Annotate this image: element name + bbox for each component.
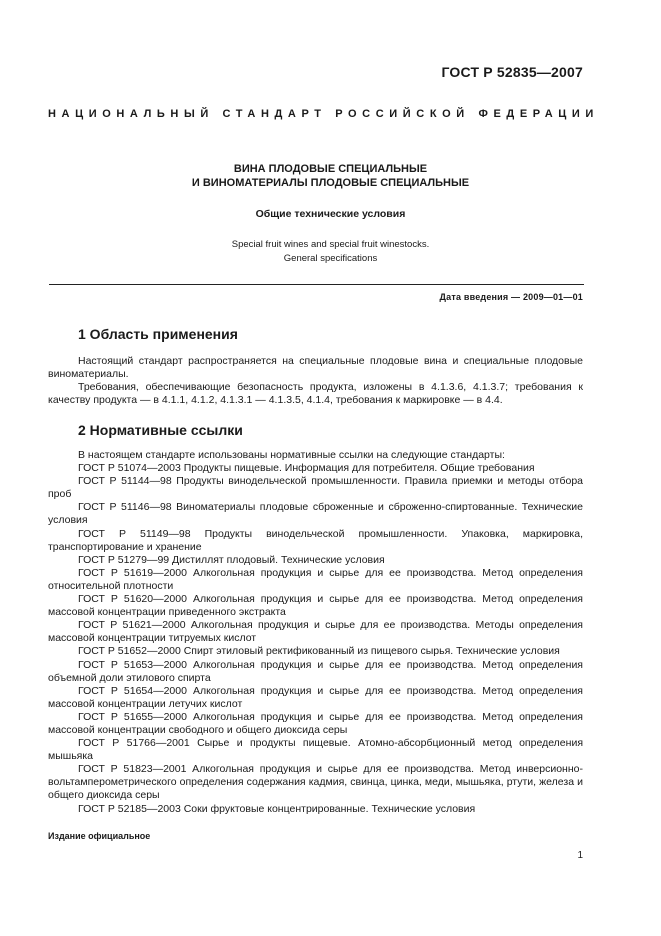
- reference-item: ГОСТ Р 51279—99 Дистиллят плодовый. Технические условия: [78, 553, 385, 566]
- introduction-date: Дата введения — 2009—01—01: [439, 292, 583, 302]
- page-number: 1: [577, 850, 583, 861]
- reference-item: ГОСТ Р 51655—2000 Алкогольная продукция и сырье для ее производства. Метод определения массовой концентрации свободного и общего диоксида серы: [48, 710, 583, 736]
- horizontal-divider: [49, 284, 584, 285]
- title-line-2: И ВИНОМАТЕРИАЛЫ ПЛОДОВЫЕ СПЕЦИАЛЬНЫЕ: [191, 177, 470, 189]
- reference-item: ГОСТ Р 51653—2000 Алкогольная продукция и сырье для ее производства. Метод определения объемной доли этилового спирта: [48, 658, 583, 684]
- official-edition-note: Издание официальное: [48, 831, 151, 841]
- section-2-body: [48, 449, 583, 816]
- document-code: ГОСТ Р 52835—2007: [441, 64, 583, 80]
- title-line-1: ВИНА ПЛОДОВЫЕ СПЕЦИАЛЬНЫЕ: [233, 163, 428, 175]
- section-1-paragraph: Настоящий стандарт распространяется на специальные плодовые вина и специальные плодовые виноматериалы.: [48, 355, 583, 381]
- reference-item: ГОСТ Р 52185—2003 Соки фруктовые концентрированные. Технические условия: [78, 802, 476, 815]
- reference-item: ГОСТ Р 51074—2003 Продукты пищевые. Информация для потребителя. Общие требования: [78, 462, 535, 475]
- english-title-line-1: Special fruit wines and special fruit winestocks.: [231, 239, 430, 250]
- reference-item: ГОСТ Р 51619—2000 Алкогольная продукция и сырье для ее производства. Метод определения относительной плотности: [48, 566, 583, 592]
- reference-item: ГОСТ Р 51766—2001 Сырье и продукты пищевые. Атомно-абсорбционный метод определения мышьяка: [48, 737, 583, 763]
- document-title: [0, 162, 661, 190]
- reference-item: ГОСТ Р 51149—98 Продукты винодельческой промышленности. Упаковка, маркировка, транспортирование и хранение: [48, 527, 583, 553]
- reference-item: ГОСТ Р 51146—98 Виноматериалы плодовые сброженные и сброженно-спиртованные. Технические условия: [48, 501, 583, 527]
- document-subtitle: Общие технические условия: [255, 208, 406, 220]
- national-standard-banner: НАЦИОНАЛЬНЫЙ СТАНДАРТ РОССИЙСКОЙ ФЕДЕРАЦИИ: [48, 108, 599, 120]
- reference-item: ГОСТ Р 51654—2000 Алкогольная продукция и сырье для ее производства. Метод определения массовой концентрации летучих кислот: [48, 684, 583, 710]
- section-1-heading: 1 Область применения: [78, 326, 238, 342]
- english-title-line-2: General specifications: [283, 253, 378, 264]
- reference-item: ГОСТ Р 51823—2001 Алкогольная продукция и сырье для ее производства. Метод инверсионно-вольтамперометрического определения содержания кадмия, свинца, цинка, меди, мышьяка, ртути, железа и общего диоксида серы: [48, 763, 583, 802]
- reference-item: ГОСТ Р 51621—2000 Алкогольная продукция и сырье для ее производства. Методы определения массовой концентрации титруемых кислот: [48, 619, 583, 645]
- english-title: [0, 238, 661, 266]
- reference-item: ГОСТ Р 51620—2000 Алкогольная продукция и сырье для ее производства. Метод определения массовой концентрации приведенного экстракта: [48, 593, 583, 619]
- reference-item: В настоящем стандарте использованы нормативные ссылки на следующие стандарты:: [78, 449, 505, 461]
- section-1-paragraph: Требования, обеспечивающие безопасность продукта, изложены в 4.1.3.6, 4.1.3.7; требования к качеству продукта — в 4.1.1, 4.1.2, 4.1.3.1 — 4.1.3.5, 4.1.4, требования к маркировке — в 4.4.: [48, 381, 583, 407]
- section-1-body: [48, 355, 583, 407]
- reference-item: ГОСТ Р 51144—98 Продукты винодельческой промышленности. Правила приемки и методы отбора проб: [48, 475, 583, 501]
- section-2-heading: 2 Нормативные ссылки: [78, 422, 243, 438]
- reference-item: ГОСТ Р 51652—2000 Спирт этиловый ректификованный из пищевого сырья. Технические условия: [78, 645, 560, 658]
